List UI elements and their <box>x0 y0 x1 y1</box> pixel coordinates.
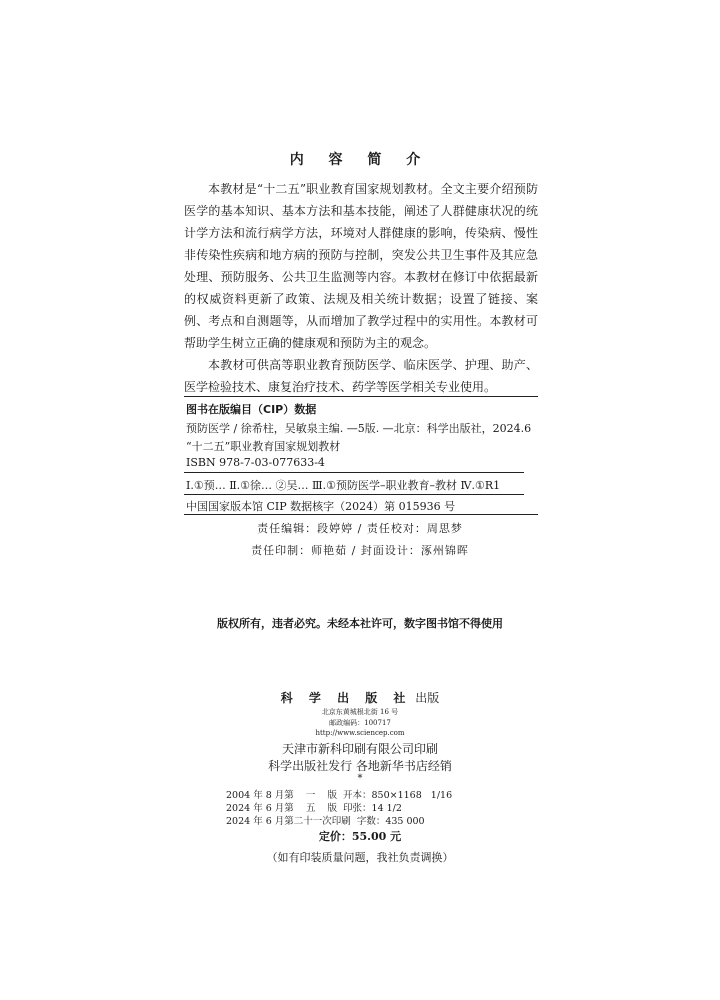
cip-bottom-rule <box>184 514 538 515</box>
page-title: 内 容 简 介 <box>289 152 431 168</box>
production-credits: 责任印制：师艳茹 / 封面设计：涿州锦晖 <box>251 544 469 557</box>
cip-isbn: ISBN 978-7-03-077633-4 <box>186 456 325 469</box>
cip-mid-rule <box>184 472 524 473</box>
cip-classification: Ⅰ.①预… Ⅱ.①徐… ②吴… Ⅲ.①预防医学–职业教育–教材 Ⅳ.①R1 <box>186 479 501 492</box>
cip-mid-rule-2 <box>184 494 524 495</box>
quality-note: （如有印装质量问题，我社负责调换） <box>266 851 454 864</box>
editor-credits: 责任编辑：段婷婷 / 责任校对：周思梦 <box>257 522 463 535</box>
edition-line-3: 2024 年 6 月第二十一次印刷 字数：435 000 <box>226 816 425 827</box>
cip-top-rule <box>184 396 538 397</box>
publisher-name: 科 学 出 版 社 <box>280 691 412 705</box>
edition-line-1: 2004 年 8 月第 一 版 开本：850×1168 1/16 <box>226 790 453 801</box>
publisher-postcode: 邮政编码：100717 <box>329 719 391 727</box>
cip-heading: 图书在版编目（CIP）数据 <box>186 403 317 416</box>
publisher-label: 出版 <box>415 691 440 705</box>
summary-paragraph-1: 本教材是“十二五”职业教育国家规划教材。全文主要介绍预防医学的基本知识、基本方法和基本技能，阐述了人群健康状况的统计学方法和流行病学方法，环境对人群健康的影响，传染病、慢性非传染性疾病和地方病的预防与控制，突发公共卫生事件及其应急处理、预防服务、公共卫生监测等内容。本教材在修订中依据最新的权威资料更新了政策、法规及相关统计数据；设置了链接、案例、考点和自测题等，从而增加了教学过程中的实用性。本教材可帮助学生树立正确的健康观和预防为主的观念。 <box>184 182 538 350</box>
publisher-website: http://www.sciencep.com <box>315 729 405 737</box>
summary-paragraph-2: 本教材可供高等职业教育预防医学、临床医学、护理、助产、医学检验技术、康复治疗技术、药学等医学相关专业使用。 <box>184 358 538 394</box>
price: 定价：55.00 元 <box>318 830 402 843</box>
cip-series-line: “十二五”职业教育国家规划教材 <box>186 440 341 453</box>
printer-line: 天津市新科印刷有限公司印刷 <box>281 742 438 756</box>
cip-record: 中国国家版本馆 CIP 数据核字（2024）第 015936 号 <box>186 500 456 513</box>
edition-line-2: 2024 年 6 月第 五 版 印张：14 1/2 <box>226 803 402 814</box>
distribution-line: 科学出版社发行 各地新华书店经销 <box>268 759 452 773</box>
summary-text <box>184 178 538 398</box>
rights-notice: 版权所有，违者必究。未经本社许可，数字图书馆不得使用 <box>217 617 503 630</box>
cip-title-line: 预防医学 / 徐希柱，吴敏泉主编. —5版. —北京：科学出版社，2024.6 <box>186 422 532 435</box>
publisher-line <box>0 689 720 706</box>
separator-star: * <box>357 773 363 784</box>
publisher-address: 北京东黄城根北街 16 号 <box>321 708 399 716</box>
